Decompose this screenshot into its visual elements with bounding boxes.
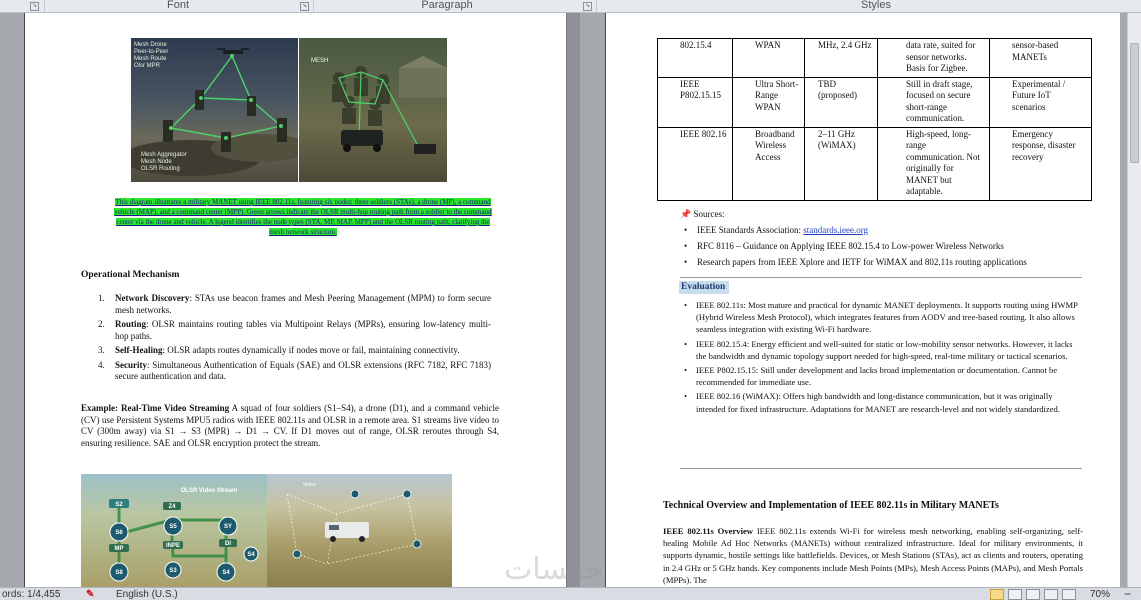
zoom-level[interactable]: 70% (1090, 589, 1111, 600)
sources-section (680, 209, 1100, 273)
list-item: 3. Self-Healing: OLSR adapts routes dynamically if nodes move or fail, maintaining connectivity. (98, 345, 460, 355)
table-cell: sensor-based MANETs (990, 39, 1092, 78)
highlighted-caption-text: This diagram illustrates a military MANET using IEEE 802.11s, featuring six nodes: three soldiers (STAs), a drone (MP), a command vehicle (MAP), and a command center (MPP). Green arrows indicate the OLSR multi-hop routing path from a soldier to the command center via the drone and vehicle. A legend identifies the node types (STA, MP, MAP, MPP) and the OLSR routing path, clarifying the mesh network structure. (114, 198, 492, 236)
web-layout-view-button[interactable] (1026, 589, 1040, 600)
node-label: INPE (165, 543, 181, 549)
table-cell: Ultra Short-Range WPAN (733, 77, 805, 127)
node-label: SY (223, 524, 233, 530)
node-label: S3 (169, 568, 177, 574)
list-item: • IEEE 802.11s: Most mature and practical for dynamic MANET deployments. It supports routing using HWMP (Hybrid Wireless Mesh Protocol), which integrates features from AODV and tree-based routing. It also allows seamless integration with existing Wi-Fi hardware. (680, 299, 1080, 336)
list-item: • IEEE Standards Association: standards.ieee.org (680, 225, 1100, 236)
list-item: • IEEE P802.15.15: Still under development and lacks broad implementation or documentation. Cannot be recommended for immediate use. (680, 364, 1080, 388)
list-item: 2. Routing: OLSR maintains routing tables via Multipoint Relays (MPRs), ensuring low-latency multi-hop paths. (98, 319, 491, 341)
table-cell: TBD (proposed) (805, 77, 878, 127)
node-label: S4 (222, 570, 230, 576)
zoom-out-icon[interactable]: − (1124, 587, 1132, 600)
table-row (658, 39, 1092, 78)
technical-overview-heading: Technical Overview and Implementation of IEEE 802.11s in Military MANETs (663, 500, 999, 511)
table-cell: data rate, suited for sensor networks. Basis for Zigbee. (878, 39, 990, 78)
olsr-diagram-image (81, 474, 267, 587)
scrollbar-thumb[interactable] (1130, 43, 1139, 163)
evaluation-list (680, 299, 1080, 415)
field-vehicle-image (267, 474, 452, 587)
document-page-left[interactable] (24, 13, 567, 587)
table-cell: IEEE 802.16 (658, 127, 733, 200)
dialog-launcher-icon[interactable]: ↘ (31, 3, 38, 9)
styles-group-label: Styles (861, 0, 891, 11)
svg-text:MESH: MESH (311, 58, 329, 64)
field-vehicle-illustration (267, 474, 452, 587)
table-cell: Experimental / Future IoT scenarios (990, 77, 1092, 127)
sources-list (680, 225, 1100, 268)
watermark-logo: خمسات (504, 552, 605, 587)
ribbon-group-bar (0, 0, 1141, 13)
paragraph-group-label: Paragraph (421, 0, 473, 11)
drone-mesh-image (131, 38, 298, 182)
status-bar (0, 587, 1141, 600)
table-row (658, 77, 1092, 127)
full-screen-reading-view-button[interactable] (1008, 589, 1022, 600)
olsr-node-diagram (81, 474, 267, 587)
table-cell: 2–11 GHz (WiMAX) (805, 127, 878, 200)
font-group-label: Font (166, 0, 189, 11)
table-cell: Broadband Wireless Access (733, 127, 805, 200)
paragraph-dialog-launcher-icon[interactable]: ↘ (584, 3, 591, 9)
figure2-video-label: Video (303, 482, 316, 488)
table-cell: MHz, 2.4 GHz (805, 39, 878, 78)
table-cell: High-speed, long-range communication. Not originally for MANET but adaptable. (878, 127, 990, 200)
list-item: • IEEE 802.16 (WiMAX): Offers high bandwidth and long-distance communication, but it was originally intended for fixed infrastructure. Adaptations for MANET are research-level and not widely standardized. (680, 390, 1080, 414)
draft-view-button[interactable] (1062, 589, 1076, 600)
outline-view-button[interactable] (1044, 589, 1058, 600)
table-row (658, 127, 1092, 200)
page-gap (567, 13, 580, 587)
proofing-error-icon[interactable]: ✎ (86, 589, 95, 600)
horizontal-rule (680, 277, 1082, 278)
operational-mechanism-heading: Operational Mechanism (81, 270, 180, 280)
soldiers-scene-illustration (299, 38, 447, 182)
vertical-scrollbar[interactable] (1127, 13, 1141, 587)
node-label: S2 (115, 502, 123, 508)
figure-overlay-text: Mesh Drone Peer-to-Peer Mesh Route Olsr MPR (134, 42, 169, 69)
table-cell: 802.15.4 (658, 39, 733, 78)
evaluation-section (680, 299, 1080, 417)
font-dialog-launcher-icon[interactable]: ↘ (301, 3, 308, 9)
figure-legend: Mesh Aggregator Mesh Node OLSR Routing (141, 152, 187, 172)
language-indicator[interactable]: English (U.S.) (116, 589, 178, 600)
print-layout-view-button[interactable] (990, 589, 1004, 600)
soldiers-robot-image (299, 38, 447, 182)
list-item: • IEEE 802.15.4: Energy efficient and well-suited for static or low-mobility sensor networks. However, it lacks the bandwidth and dynamic topology support needed for high-speed, real-time military or tactical scenarios. (680, 338, 1080, 362)
standards-link[interactable]: standards.ieee.org (803, 225, 869, 235)
node-label: Z4 (168, 504, 176, 510)
list-item: 4. Security: Simultaneous Authentication of Equals (SAE) and OLSR extensions (RFC 7182, RFC 7183) secure authentication and data. (98, 359, 491, 381)
table-cell: WPAN (733, 39, 805, 78)
mechanism-list (81, 293, 491, 386)
technical-overview-paragraph: IEEE 802.11s Overview IEEE 802.11s extends Wi-Fi for wireless mesh networking, enabling self-organizing, self-healing Mobile Ad Hoc Networks (MANETs) without centralized infrastructure. Ideal for military environments, it supports dynamic, hostile settings like battlefields. Devices, or Mesh Stations (STAs), act as clients and routers, operating in 2.4 GHz or 5 GHz bands. Key components include Mesh Points (MPs), Mesh Access Points (MAPs), and Mesh Portals (MPPs). The (663, 526, 1084, 585)
example-paragraph: Example: Real-Time Video Streaming A squad of four soldiers (S1–S4), a drone (D1), and a command vehicle (CV) use Persistent Systems MPU5 radios with IEEE 802.11s and OLSR in a remote area. S1 streams live video to CV (300m away) via S1 → S3 (MPR) → D1 → CV. If D1 moves out of range, OLSR reroutes through S4, ensuring resilience. SAE and OLSR encryption protect the stream. (81, 403, 499, 448)
list-item: • Research papers from IEEE Xplore and IETF for WiMAX and 802.11s routing applications (680, 257, 1100, 268)
table-cell: IEEE P802.15.15 (658, 77, 733, 127)
figure2-title: OLSR Video Stream (180, 488, 238, 494)
table-cell: Still in draft stage, focused on secure short-range communication. (878, 77, 990, 127)
list-item: • RFC 8116 – Guidance on Applying IEEE 802.15.4 to Low-power Wireless Networks (680, 241, 1100, 252)
node-label: S8 (115, 570, 123, 576)
node-label: S4 (247, 552, 255, 558)
document-page-right[interactable] (605, 13, 1120, 587)
node-label: S5 (169, 524, 177, 530)
sources-label: 📌 Sources: (680, 209, 725, 219)
table-cell: Emergency response, disaster recovery (990, 127, 1092, 200)
evaluation-heading: Evaluation (679, 281, 729, 294)
node-label: DI (225, 541, 231, 547)
node-label: MP (114, 546, 124, 552)
node-label: S6 (115, 530, 123, 536)
standards-table (657, 38, 1092, 201)
figure-caption (113, 197, 493, 237)
list-item: 1. Network Discovery: STAs use beacon frames and Mesh Peering Management (MPM) to form secure mesh networks. (98, 293, 492, 315)
horizontal-rule (680, 468, 1082, 469)
word-count[interactable]: ords: 1/4,455 (2, 589, 61, 600)
